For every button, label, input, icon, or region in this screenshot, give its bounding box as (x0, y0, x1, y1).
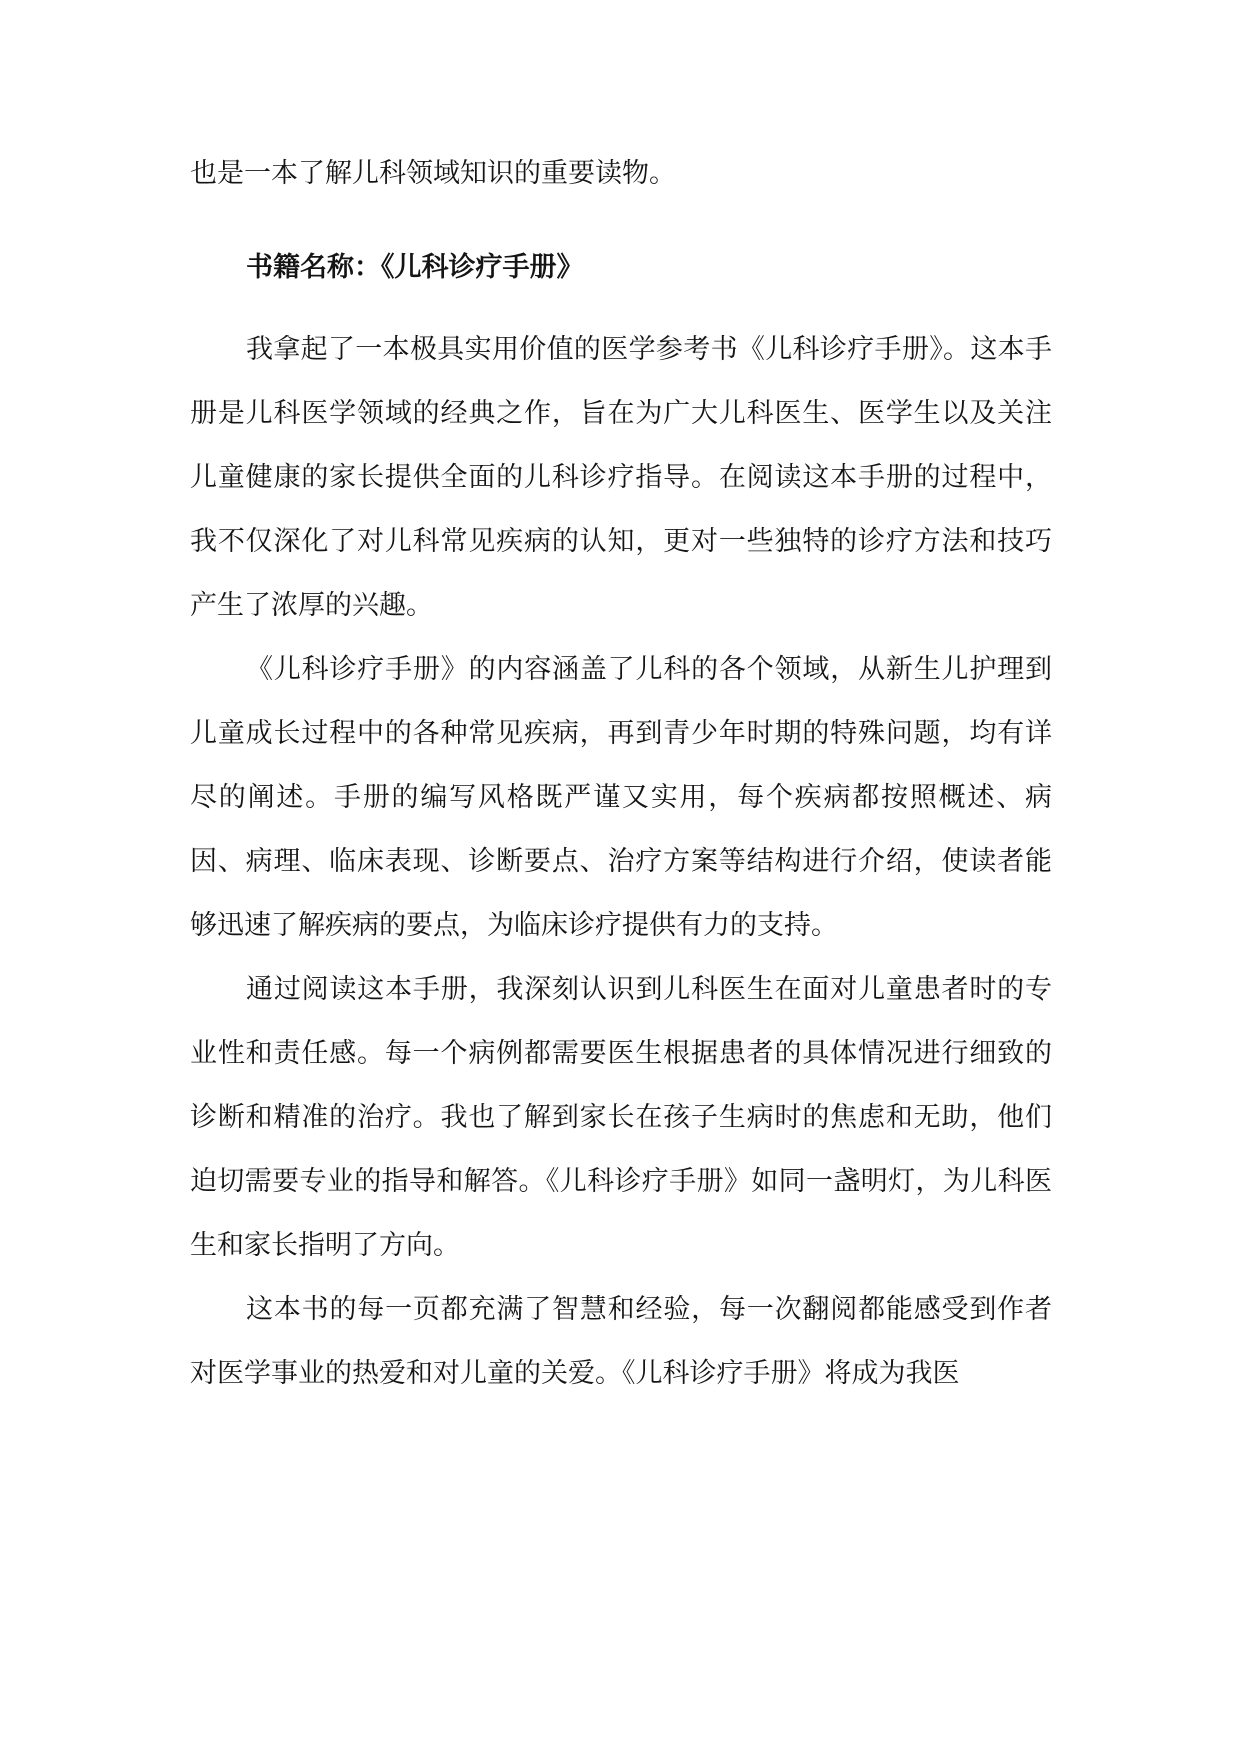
document-body (190, 142, 1052, 1406)
paragraph-reflection: 通过阅读这本手册，我深刻认识到儿科医生在面对儿童患者时的专业性和责任感。每一个病例都需要医生根据患者的具体情况进行细致的诊断和精准的治疗。我也了解到家长在孩子生病时的焦虑和无助，他们迫切需要专业的指导和解答。《儿科诊疗手册》如同一盏明灯，为儿科医生和家长指明了方向。 (190, 974, 1052, 1261)
lead-line: 也是一本了解儿科领域知识的重要读物。 (190, 158, 676, 189)
book-title-heading: 书籍名称：《儿科诊疗手册》 (246, 252, 584, 283)
paragraph-content: 《儿科诊疗手册》的内容涵盖了儿科的各个领域，从新生儿护理到儿童成长过程中的各种常见疾病，再到青少年时期的特殊问题，均有详尽的阐述。手册的编写风格既严谨又实用，每个疾病都按照概述、病因、病理、临床表现、诊断要点、治疗方案等结构进行介绍，使读者能够迅速了解疾病的要点，为临床诊疗提供有力的支持。 (190, 654, 1052, 941)
paragraph-closing: 这本书的每一页都充满了智慧和经验，每一次翻阅都能感受到作者对医学事业的热爱和对儿童的关爱。《儿科诊疗手册》将成为我医 (190, 1294, 1052, 1389)
paragraph-intro: 我拿起了一本极具实用价值的医学参考书《儿科诊疗手册》。这本手册是儿科医学领域的经典之作，旨在为广大儿科医生、医学生以及关注儿童健康的家长提供全面的儿科诊疗指导。在阅读这本手册的过程中，我不仅深化了对儿科常见疾病的认知，更对一些独特的诊疗方法和技巧产生了浓厚的兴趣。 (190, 334, 1052, 621)
